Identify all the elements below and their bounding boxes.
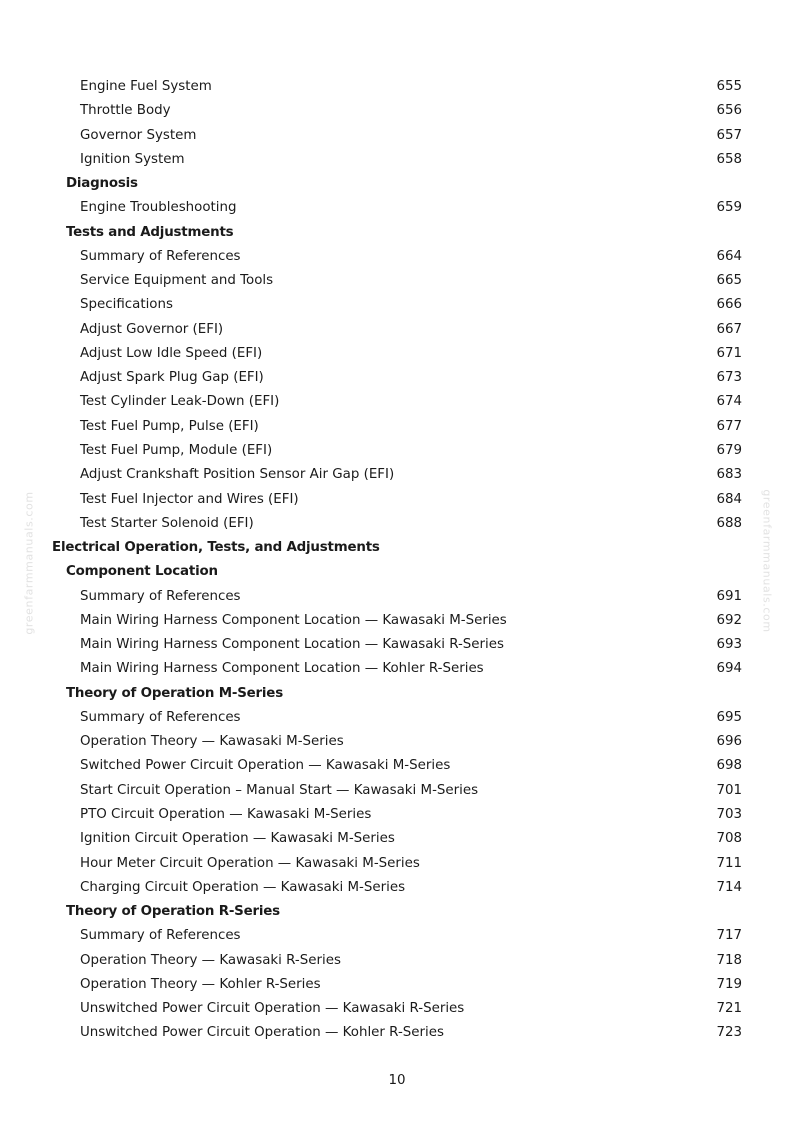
- toc-entry-title: Electrical Operation, Tests, and Adjustments: [52, 540, 380, 556]
- toc-entry[interactable]: [0, 973, 794, 997]
- toc-entry-title: Test Starter Solenoid (EFI): [80, 515, 254, 531]
- toc-entry-page-number: 688: [716, 515, 742, 531]
- toc-entry-title: Charging Circuit Operation — Kawasaki M-Series: [80, 879, 406, 895]
- toc-entry-title: Operation Theory — Kohler R-Series: [80, 976, 321, 992]
- toc-entry[interactable]: [0, 488, 794, 512]
- toc-entry-title: Adjust Low Idle Speed (EFI): [80, 345, 263, 361]
- toc-entry-page-number: 717: [716, 928, 742, 944]
- toc-entry-page-number: 666: [716, 297, 742, 313]
- toc-entry[interactable]: [0, 585, 794, 609]
- toc-entry-page-number: 698: [716, 758, 742, 774]
- toc-entry-page-number: 711: [716, 855, 742, 871]
- toc-entry-page-number: 658: [716, 151, 742, 167]
- toc-entry[interactable]: [0, 318, 794, 342]
- toc-entry[interactable]: [0, 415, 794, 439]
- toc-entry[interactable]: [0, 730, 794, 754]
- toc-entry-title: Tests and Adjustments: [66, 224, 234, 240]
- toc-entry[interactable]: [0, 366, 794, 390]
- toc-entry-title: Ignition System: [80, 151, 185, 167]
- toc-section-heading[interactable]: [0, 682, 794, 706]
- toc-entry-title: Main Wiring Harness Component Location — Kawasaki M-Series: [80, 612, 507, 628]
- toc-entry-page-number: 667: [716, 321, 742, 337]
- toc-entry-page-number: 708: [716, 831, 742, 847]
- toc-entry[interactable]: [0, 827, 794, 851]
- toc-entry-page-number: 694: [716, 661, 742, 677]
- toc-entry[interactable]: [0, 706, 794, 730]
- toc-entry-title: Operation Theory — Kawasaki R-Series: [80, 952, 341, 968]
- toc-entry-title: Adjust Spark Plug Gap (EFI): [80, 370, 264, 386]
- watermark-right: greenfarmmanuals.com: [760, 489, 774, 633]
- toc-entry[interactable]: [0, 342, 794, 366]
- toc-entry-title: Summary of References: [80, 709, 241, 725]
- toc-entry-page-number: 703: [716, 806, 742, 822]
- toc-entry-title: Ignition Circuit Operation — Kawasaki M-Series: [80, 831, 395, 847]
- toc-entry-page-number: 657: [716, 127, 742, 143]
- toc-entry-title: Adjust Crankshaft Position Sensor Air Gap (EFI): [80, 467, 395, 483]
- toc-entry-title: Specifications: [80, 297, 173, 313]
- toc-entry-page-number: 701: [716, 782, 742, 798]
- toc-entry-page-number: 655: [716, 79, 742, 94]
- toc-entry-page-number: 677: [716, 418, 742, 434]
- toc-entry[interactable]: [0, 390, 794, 414]
- toc-entry-page-number: 673: [716, 370, 742, 386]
- toc-chapter-heading[interactable]: [0, 536, 794, 560]
- toc-entry[interactable]: [0, 269, 794, 293]
- toc-entry-title: Switched Power Circuit Operation — Kawasaki M-Series: [80, 758, 451, 774]
- toc-entry-page-number: 693: [716, 637, 742, 653]
- watermark-left: greenfarmmanuals.com: [22, 491, 36, 635]
- toc-entry-title: Service Equipment and Tools: [80, 273, 274, 289]
- toc-entry-page-number: 684: [716, 491, 742, 507]
- toc-entry-page-number: 691: [716, 588, 742, 604]
- toc-entry-page-number: 692: [716, 612, 742, 628]
- toc-entry[interactable]: [0, 779, 794, 803]
- toc-entry-title: Theory of Operation R-Series: [66, 904, 280, 920]
- toc-entry-title: Summary of References: [80, 588, 241, 604]
- toc-entry-title: Start Circuit Operation – Manual Start — Kawasaki M-Series: [80, 782, 479, 798]
- toc-entry-title: Governor System: [80, 127, 197, 143]
- toc-entry[interactable]: [0, 924, 794, 948]
- toc-entry-title: Operation Theory — Kawasaki M-Series: [80, 734, 344, 750]
- toc-entry-title: Unswitched Power Circuit Operation — Kohler R-Series: [80, 1025, 444, 1041]
- toc-entry[interactable]: [0, 196, 794, 220]
- toc-entry[interactable]: [0, 657, 794, 681]
- toc-entry-title: Unswitched Power Circuit Operation — Kawasaki R-Series: [80, 1001, 465, 1017]
- toc-entry-title: Test Cylinder Leak-Down (EFI): [80, 394, 280, 410]
- toc-entry-page-number: 696: [716, 734, 742, 750]
- toc-entry[interactable]: [0, 876, 794, 900]
- toc-entry-page-number: 674: [716, 394, 742, 410]
- toc-entry-page-number: 714: [716, 879, 742, 895]
- toc-entry[interactable]: [0, 463, 794, 487]
- toc-entry[interactable]: [0, 609, 794, 633]
- toc-entry-title: Theory of Operation M-Series: [66, 685, 283, 701]
- toc-entry-page-number: 679: [716, 442, 742, 458]
- toc-entry[interactable]: [0, 99, 794, 123]
- toc-entry-title: Summary of References: [80, 248, 241, 264]
- toc-entry[interactable]: [0, 754, 794, 778]
- toc-entry-title: Engine Fuel System: [80, 79, 212, 94]
- toc-entry-page-number: 665: [716, 273, 742, 289]
- toc-entry[interactable]: [0, 75, 794, 99]
- toc-section-heading[interactable]: [0, 560, 794, 584]
- toc-entry-title: Engine Troubleshooting: [80, 200, 237, 216]
- toc-entry-title: Summary of References: [80, 928, 241, 944]
- toc-entry-title: Main Wiring Harness Component Location — Kawasaki R-Series: [80, 637, 504, 653]
- toc-entry[interactable]: [0, 633, 794, 657]
- toc-entry-page-number: 723: [716, 1025, 742, 1041]
- toc-entry-title: Throttle Body: [80, 103, 171, 119]
- toc-entry[interactable]: [0, 1021, 794, 1045]
- toc-entry[interactable]: [0, 512, 794, 536]
- toc-section-heading[interactable]: [0, 900, 794, 924]
- toc-entry-title: Diagnosis: [66, 176, 138, 192]
- page-number: 10: [388, 1073, 406, 1088]
- toc-entry[interactable]: [0, 245, 794, 269]
- toc-section-heading[interactable]: [0, 221, 794, 245]
- toc-entry-page-number: 656: [716, 103, 742, 119]
- toc-entry-page-number: 718: [716, 952, 742, 968]
- toc-entry-title: Test Fuel Pump, Pulse (EFI): [80, 418, 259, 434]
- toc-entry[interactable]: [0, 949, 794, 973]
- toc-entry[interactable]: [0, 293, 794, 317]
- toc-entry-page-number: 695: [716, 709, 742, 725]
- toc-entry-page-number: 721: [716, 1001, 742, 1017]
- toc-section-heading[interactable]: [0, 172, 794, 196]
- toc-entry[interactable]: [0, 124, 794, 148]
- toc-entry-page-number: 671: [716, 345, 742, 361]
- toc-entry[interactable]: [0, 997, 794, 1021]
- toc-entry-title: PTO Circuit Operation — Kawasaki M-Series: [80, 806, 372, 822]
- toc-entry-title: Component Location: [66, 564, 218, 580]
- toc-entry[interactable]: [0, 439, 794, 463]
- toc-entry-page-number: 659: [716, 200, 742, 216]
- toc-entry-page-number: 683: [716, 467, 742, 483]
- toc-entry-title: Adjust Governor (EFI): [80, 321, 224, 337]
- toc-entry-title: Test Fuel Injector and Wires (EFI): [80, 491, 299, 507]
- toc-entry-title: Hour Meter Circuit Operation — Kawasaki M-Series: [80, 855, 420, 871]
- table-of-contents: [0, 75, 794, 1046]
- toc-entry[interactable]: [0, 852, 794, 876]
- toc-entry[interactable]: [0, 148, 794, 172]
- toc-entry[interactable]: [0, 803, 794, 827]
- toc-entry-title: Main Wiring Harness Component Location — Kohler R-Series: [80, 661, 484, 677]
- toc-entry-page-number: 719: [716, 976, 742, 992]
- toc-entry-page-number: 664: [716, 248, 742, 264]
- toc-entry-title: Test Fuel Pump, Module (EFI): [80, 442, 273, 458]
